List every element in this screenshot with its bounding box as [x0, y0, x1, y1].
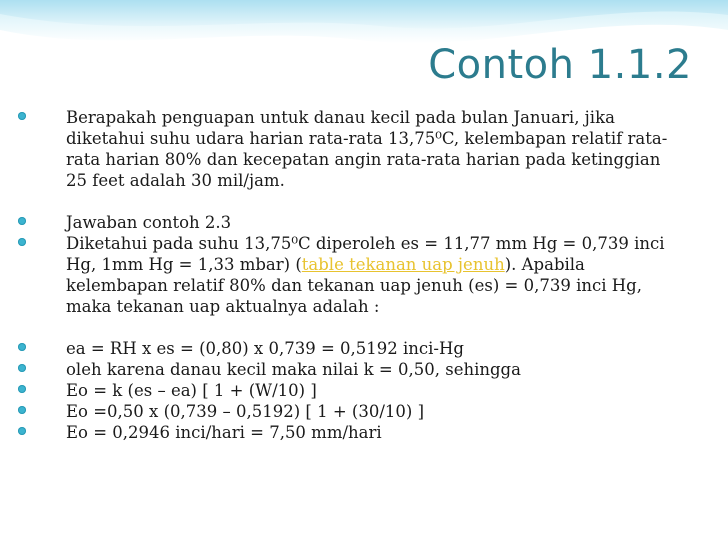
bullet-list	[18, 107, 708, 443]
bullet-icon	[18, 427, 26, 435]
saturated-vapor-table-link[interactable]: table tekanan uap jenuh	[301, 255, 505, 274]
slide-title: Contoh 1.1.2	[428, 42, 692, 88]
given-line-2-end: ). Apabila	[504, 255, 585, 274]
given-line-4: maka tekanan uap aktualnya adalah :	[66, 297, 380, 316]
k-value-statement: oleh karena danau kecil maka nilai k = 0,50, sehingga	[66, 360, 521, 379]
formula-eo-result: Eo = 0,2946 inci/hari = 7,50 mm/hari	[66, 423, 382, 442]
list-item	[18, 401, 708, 422]
bullet-icon	[18, 238, 26, 246]
bullet-icon	[18, 112, 26, 120]
given-line-3: kelembapan relatif 80% dan tekanan uap jenuh (es) = 0,739 inci Hg,	[66, 276, 642, 295]
answer-heading: Jawaban contoh 2.3	[66, 213, 232, 232]
bullet-icon	[18, 343, 26, 351]
question-line-2: diketahui suhu udara harian rata-rata 13,75⁰C, kelembapan relatif rata-	[66, 129, 668, 148]
bullet-icon	[18, 406, 26, 414]
list-item	[18, 233, 708, 317]
slide-body	[18, 107, 708, 443]
list-item	[18, 338, 708, 359]
question-line-4: 25 feet adalah 30 mil/jam.	[66, 171, 285, 190]
list-item	[18, 212, 708, 233]
formula-eo: Eo = k (es – ea) [ 1 + (W/10) ]	[66, 381, 317, 400]
formula-ea: ea = RH x es = (0,80) x 0,739 = 0,5192 inci-Hg	[66, 339, 464, 358]
list-item	[18, 359, 708, 380]
given-line-1: Diketahui pada suhu 13,75⁰C diperoleh es = 11,77 mm Hg = 0,739 inci	[66, 234, 665, 253]
bullet-icon	[18, 217, 26, 225]
list-item	[18, 380, 708, 401]
question-line-1: Berapakah penguapan untuk danau kecil pada bulan Januari, jika	[66, 108, 615, 127]
list-item	[18, 107, 708, 191]
bullet-icon	[18, 364, 26, 372]
formula-eo-substituted: Eo =0,50 x (0,739 – 0,5192) [ 1 + (30/10) ]	[66, 402, 425, 421]
given-line-2-start: Hg, 1mm Hg = 1,33 mbar) (	[66, 255, 302, 274]
bullet-icon	[18, 385, 26, 393]
list-item	[18, 422, 708, 443]
question-line-3: rata harian 80% dan kecepatan angin rata-rata harian pada ketinggian	[66, 150, 661, 169]
